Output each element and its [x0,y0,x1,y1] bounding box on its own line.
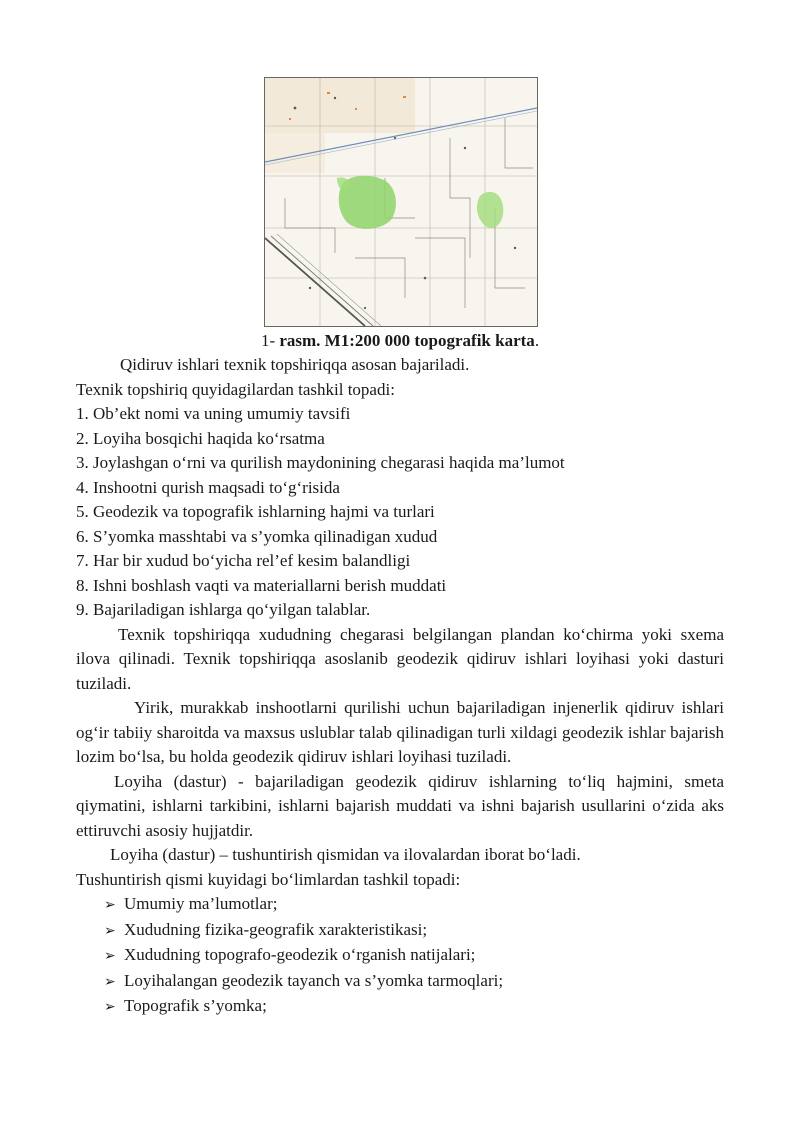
bullet-text: Xududning topografo-geodezik o‘rganish natijalari; [124,945,476,964]
numbered-item: 6. S’yomka masshtabi va s’yomka qilinadigan xudud [76,526,438,546]
caption-title: rasm. M1:200 000 topografik karta [279,331,535,350]
numbered-item: 7. Har bir xudud bo‘yicha rel’ef kesim balandligi [76,551,411,570]
arrowhead-bullet-icon: ➢ [104,948,116,964]
numbered-item: 3. Joylashgan o‘rni va qurilish maydonining chegarasi haqida ma’lumot [76,453,565,472]
bullet-text: Loyihalangan geodezik tayanch va s’yomka tarmoqlari; [124,970,504,990]
numbered-item: 5. Geodezik va topografik ishlarning hajmi va turlari [76,502,435,521]
bullet-list [76,892,724,1020]
numbered-item: 1. Ob’ekt nomi va uning umumiy tavsifi [76,404,351,423]
paragraph: Texnik topshiriqqa xududning chegarasi belgilangan plandan ko‘chirma yoki sxema ilova qilinadi. Texnik topshiriqqa asoslanib geodezik qidiruv ishlari loyihasi yoki dasturi tuziladi. [76,624,724,693]
bullet-text: Xududning fizika-geografik xarakteristikasi; [124,919,428,939]
closing-line: Tushuntirish qismi kuyidagi bo‘limlardan tashkil topadi: [76,869,461,889]
bullet-item [104,994,724,1020]
bullet-text: Topografik s’yomka; [124,996,267,1015]
caption-number: 1- [260,331,276,350]
bullet-item [104,892,724,918]
topographic-map-image [264,77,538,327]
arrowhead-bullet-icon: ➢ [104,973,116,990]
numbered-item: 9. Bajariladigan ishlarga qo‘yilgan talablar. [76,600,371,619]
bullet-item [104,918,724,944]
intro-line: Texnik topshiriq quyidagilardan tashkil topadi: [76,379,395,399]
arrowhead-bullet-icon: ➢ [104,897,116,913]
bullet-item [104,943,724,969]
arrowhead-bullet-icon: ➢ [104,999,116,1015]
figure-caption [0,330,800,352]
paragraph: Loyiha (dastur) - bajariladigan geodezik qidiruv ishlarning to‘liq hajmini, smeta qiymatini, ishlarni tarkibini, ishlarni bajarish muddati va ishni bajarish usullarini o‘zida aks ettiruvchi asosiy hujjatdir. [76,771,724,840]
map-illustration [265,78,537,326]
numbered-item: 8. Ishni boshlash vaqti va materiallarni berish muddati [76,575,447,595]
caption-end: . [534,331,540,350]
arrowhead-bullet-icon: ➢ [104,922,116,939]
bullet-text: Umumiy ma’lumotlar; [124,894,278,913]
bullet-item [104,969,724,995]
paragraph: Yirik, murakkab inshootlarni qurilishi uchun bajariladigan injenerlik qidiruv ishlari og‘ir tabiiy sharoitda va maxsus uslublar talab qilinadigan turli xildagi geodezik ishlar bajarish lozim bo‘lsa, bu holda geodezik qidiruv ishlari loyihasi tuziladi. [76,698,724,766]
intro-line: Qidiruv ishlari texnik topshiriqqa asosan bajariladi. [120,355,470,374]
document-body [76,353,724,1020]
numbered-item: 4. Inshootni qurish maqsadi to‘g‘risida [76,477,340,497]
closing-line: Loyiha (dastur) – tushuntirish qismidan va ilovalardan iborat bo‘ladi. [110,845,581,864]
numbered-item: 2. Loyiha bosqichi haqida ko‘rsatma [76,428,325,448]
